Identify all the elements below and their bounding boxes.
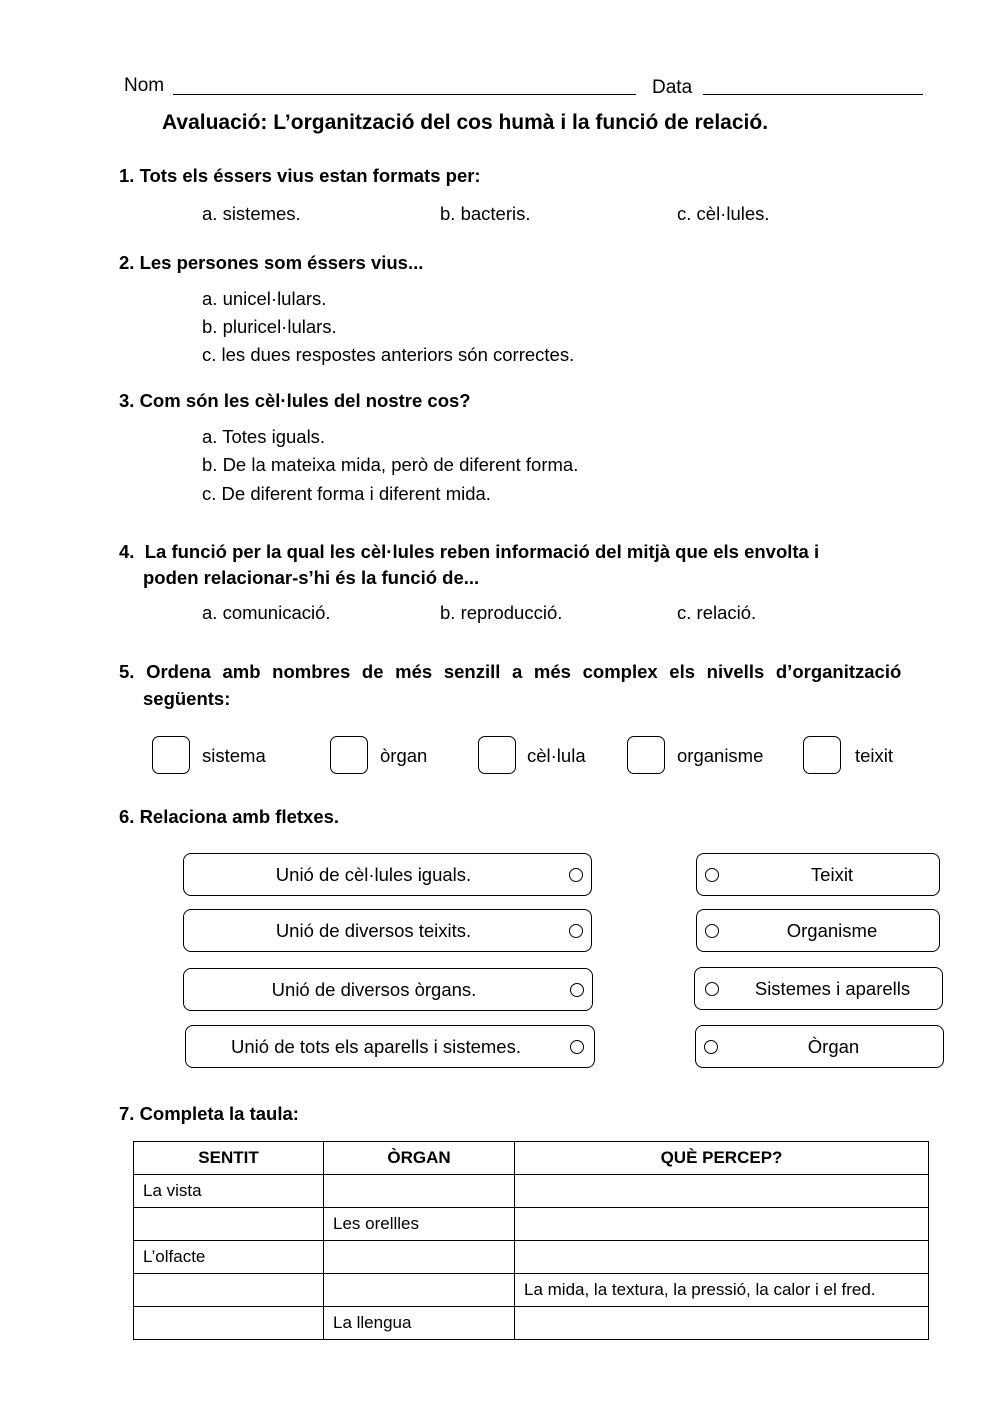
order-label-cellula: cèl·lula bbox=[527, 745, 586, 766]
order-box-cellula[interactable] bbox=[478, 736, 516, 774]
table-row bbox=[134, 1274, 929, 1307]
order-label-organisme: organisme bbox=[677, 745, 764, 766]
match-right-dot[interactable] bbox=[704, 1040, 718, 1054]
table-cell: La mida, la textura, la pressió, la calor i el fred. bbox=[515, 1274, 929, 1307]
question-4-line-2: poden relacionar-s’hi és la funció de... bbox=[143, 567, 480, 588]
question-7: 7. Completa la taula: bbox=[119, 1103, 299, 1124]
table-header-row bbox=[134, 1142, 929, 1175]
q3-option-c[interactable]: c. De diferent forma i diferent mida. bbox=[202, 483, 491, 504]
match-right-dot[interactable] bbox=[705, 924, 719, 938]
table-cell-blank[interactable] bbox=[324, 1175, 515, 1208]
match-right-label: Teixit bbox=[810, 863, 854, 885]
table-cell-blank[interactable] bbox=[134, 1307, 324, 1340]
column-header: SENTIT bbox=[134, 1142, 324, 1175]
table-cell: La vista bbox=[134, 1175, 324, 1208]
table-row bbox=[134, 1241, 929, 1274]
question-1: 1. Tots els éssers vius estan formats per: bbox=[119, 165, 481, 186]
q4-option-b[interactable]: b. reproducció. bbox=[440, 602, 563, 623]
question-6: 6. Relaciona amb fletxes. bbox=[119, 806, 340, 827]
match-left-box bbox=[183, 968, 593, 1011]
match-left-dot[interactable] bbox=[570, 983, 584, 997]
question-2: 2. Les persones som éssers vius... bbox=[119, 252, 424, 273]
match-left-label: Unió de diversos teixits. bbox=[275, 919, 472, 941]
match-right-label: Organisme bbox=[786, 919, 878, 941]
order-box-teixit[interactable] bbox=[803, 736, 841, 774]
question-5-line-1: 5. Ordena amb nombres de més senzill a més complex els nivells d’organització bbox=[119, 661, 902, 682]
column-header: ÒRGAN bbox=[324, 1142, 515, 1175]
order-label-organ: òrgan bbox=[380, 745, 428, 766]
match-left-dot[interactable] bbox=[569, 924, 583, 938]
question-4-line-1: 4. La funció per la qual les cèl·lules reben informació del mitjà que els envolta i bbox=[119, 541, 820, 562]
question-5-line-2: següents: bbox=[143, 688, 231, 709]
table-cell-blank[interactable] bbox=[324, 1274, 515, 1307]
table-cell: L’olfacte bbox=[134, 1241, 324, 1274]
q4-option-c[interactable]: c. relació. bbox=[677, 602, 757, 623]
match-left-box bbox=[183, 853, 592, 896]
order-label-sistema: sistema bbox=[202, 745, 266, 766]
table-row bbox=[134, 1175, 929, 1208]
match-left-label: Unió de cèl·lules iguals. bbox=[275, 863, 472, 885]
table-cell-blank[interactable] bbox=[515, 1307, 929, 1340]
table-cell: Les orellles bbox=[324, 1208, 515, 1241]
table-cell-blank[interactable] bbox=[134, 1274, 324, 1307]
match-left-box bbox=[183, 909, 592, 952]
senses-table bbox=[133, 1141, 929, 1340]
name-label: Nom bbox=[124, 75, 165, 96]
order-box-organisme[interactable] bbox=[627, 736, 665, 774]
date-field-line[interactable] bbox=[703, 94, 923, 95]
q2-option-b[interactable]: b. pluricel·lulars. bbox=[202, 316, 337, 337]
q2-option-a[interactable]: a. unicel·lulars. bbox=[202, 288, 327, 309]
match-left-dot[interactable] bbox=[570, 1040, 584, 1054]
match-left-box bbox=[185, 1025, 595, 1068]
question-3: 3. Com són les cèl·lules del nostre cos? bbox=[119, 390, 471, 411]
table-cell-blank[interactable] bbox=[324, 1241, 515, 1274]
table-cell-blank[interactable] bbox=[134, 1208, 324, 1241]
match-right-box bbox=[696, 909, 940, 952]
table-cell: La llengua bbox=[324, 1307, 515, 1340]
match-right-box bbox=[695, 1025, 944, 1068]
q1-option-c[interactable]: c. cèl·lules. bbox=[677, 203, 770, 224]
match-right-box bbox=[696, 853, 940, 896]
date-label: Data bbox=[652, 77, 693, 98]
order-box-organ[interactable] bbox=[330, 736, 368, 774]
order-label-teixit: teixit bbox=[855, 745, 894, 766]
match-right-label: Òrgan bbox=[807, 1035, 860, 1057]
match-right-label: Sistemes i aparells bbox=[754, 977, 911, 999]
order-box-sistema[interactable] bbox=[152, 736, 190, 774]
q1-option-b[interactable]: b. bacteris. bbox=[440, 203, 531, 224]
match-left-label: Unió de tots els aparells i sistemes. bbox=[231, 1035, 521, 1057]
q3-option-a[interactable]: a. Totes iguals. bbox=[202, 426, 326, 447]
q4-option-a[interactable]: a. comunicació. bbox=[202, 602, 331, 623]
name-field-line[interactable] bbox=[173, 94, 636, 95]
page-title: Avaluació: L’organització del cos humà i la funció de relació. bbox=[162, 111, 769, 134]
match-right-dot[interactable] bbox=[705, 982, 719, 996]
column-header: QUÈ PERCEP? bbox=[515, 1142, 929, 1175]
match-left-label: Unió de diversos òrgans. bbox=[271, 978, 477, 1000]
table-row bbox=[134, 1307, 929, 1340]
table-cell-blank[interactable] bbox=[515, 1241, 929, 1274]
q3-option-b[interactable]: b. De la mateixa mida, però de diferent forma. bbox=[202, 454, 579, 475]
table-cell-blank[interactable] bbox=[515, 1175, 929, 1208]
table-row bbox=[134, 1208, 929, 1241]
q2-option-c[interactable]: c. les dues respostes anteriors són correctes. bbox=[202, 344, 575, 365]
match-right-box bbox=[694, 967, 943, 1010]
table-cell-blank[interactable] bbox=[515, 1208, 929, 1241]
match-right-dot[interactable] bbox=[705, 868, 719, 882]
q1-option-a[interactable]: a. sistemes. bbox=[202, 203, 301, 224]
match-left-dot[interactable] bbox=[569, 868, 583, 882]
